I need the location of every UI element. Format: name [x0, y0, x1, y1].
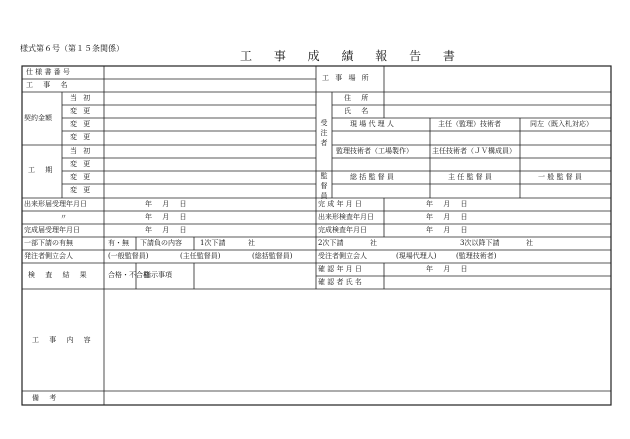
period-label: 工 期: [28, 166, 57, 174]
final-inspection-ymd: 年 月 日: [426, 226, 472, 234]
supervising-engineer-label: 監理技術者（工場製作）: [336, 147, 413, 155]
inspection-result-label: 検 査 結 果: [28, 271, 91, 279]
overall-supervisor-paren: (総括監督員): [252, 252, 293, 260]
completion-inspection-date-label: 出来形検査年月日: [318, 213, 374, 221]
final-inspection-date-label: 完成検査年月日: [318, 226, 367, 234]
document-title: 工 事 成 績 報 告 書: [240, 49, 464, 63]
supervisor-vertical-label: 監督員: [320, 172, 328, 200]
second-tier-label: 2次下請: [318, 239, 344, 247]
spec-number-label: 仕 様 書 番 号: [26, 68, 70, 76]
completion-report-date-label: 完成届受理年月日: [24, 226, 80, 234]
chief-engineer-paren: (監理技術者): [456, 252, 497, 260]
third-tier-company: 社: [526, 239, 533, 247]
completion-report-ymd: 年 月 日: [145, 226, 191, 234]
subcontract-options: 有・無: [108, 239, 129, 247]
same-above-label: 同左（既入札対応）: [530, 120, 593, 128]
work-name-label: 工 事 名: [26, 81, 72, 89]
chief-engineer-jv-label: 主任技術者（ＪＶ構成員）: [432, 147, 516, 155]
work-content-label: 工 事 内 容: [32, 336, 95, 344]
general-supervisor-label: 一 般 監 督 員: [538, 173, 582, 181]
name-label: 氏 名: [344, 107, 373, 115]
first-tier-label: 1次下請: [200, 239, 226, 247]
first-tier-company: 社: [248, 239, 255, 247]
period-change-3-label: 変 更: [70, 186, 93, 194]
contract-initial-label: 当 初: [70, 94, 93, 102]
remarks-label: 備 考: [32, 394, 61, 402]
completion-date-ymd: 年 月 日: [426, 200, 472, 208]
period-change-2-label: 変 更: [70, 173, 93, 181]
ditto-label: 〃: [60, 213, 67, 221]
third-tier-label: 3次以降下請: [460, 239, 500, 247]
work-location-label: 工 事 場 所: [322, 74, 371, 82]
completion-notice-ymd: 年 月 日: [145, 200, 191, 208]
pass-fail-label: 合格・不合格: [108, 271, 150, 279]
completion-inspection-ymd: 年 月 日: [426, 213, 472, 221]
contractor-witness-label: 受注者側立会人: [318, 252, 367, 260]
contract-amount-label: 契約金額: [24, 114, 52, 122]
instructions-label: 指示事項: [144, 271, 172, 279]
contract-change-3-label: 変 更: [70, 133, 93, 141]
form-number: 様式第６号（第１５条関係）: [20, 44, 124, 53]
contract-change-1-label: 変 更: [70, 107, 93, 115]
chief-supervisor-label: 主 任 監 督 員: [448, 173, 492, 181]
period-initial-label: 当 初: [70, 147, 93, 155]
confirmer-name-label: 確 認 者 氏 名: [318, 278, 362, 286]
general-supervisor-paren: (一般監督員): [108, 252, 149, 260]
address-label: 住 所: [344, 94, 373, 102]
chief-engineer-label: 主任（監理）技術者: [438, 120, 501, 128]
confirm-date-label: 確 認 年 月 日: [318, 265, 362, 273]
ditto-ymd: 年 月 日: [145, 213, 191, 221]
overall-supervisor-label: 総 括 監 督 員: [350, 173, 394, 181]
contract-change-2-label: 変 更: [70, 120, 93, 128]
subcontract-label: 一部下請の有無: [24, 239, 73, 247]
contractor-vertical-label: 受注者: [320, 119, 328, 147]
period-change-1-label: 変 更: [70, 160, 93, 168]
subcontract-content-label: 下請負の内容: [140, 239, 182, 247]
confirm-date-ymd: 年 月 日: [426, 265, 472, 273]
completion-notice-date-label: 出来形届受理年月日: [24, 200, 87, 208]
second-tier-company: 社: [370, 239, 377, 247]
site-agent-paren: (現場代理人): [396, 252, 437, 260]
orderer-witness-label: 発注者側立会人: [24, 252, 73, 260]
site-agent-label: 現 場 代 理 人: [350, 120, 394, 128]
chief-supervisor-paren: (主任監督員): [180, 252, 221, 260]
completion-date-label: 完 成 年 月 日: [318, 200, 362, 208]
